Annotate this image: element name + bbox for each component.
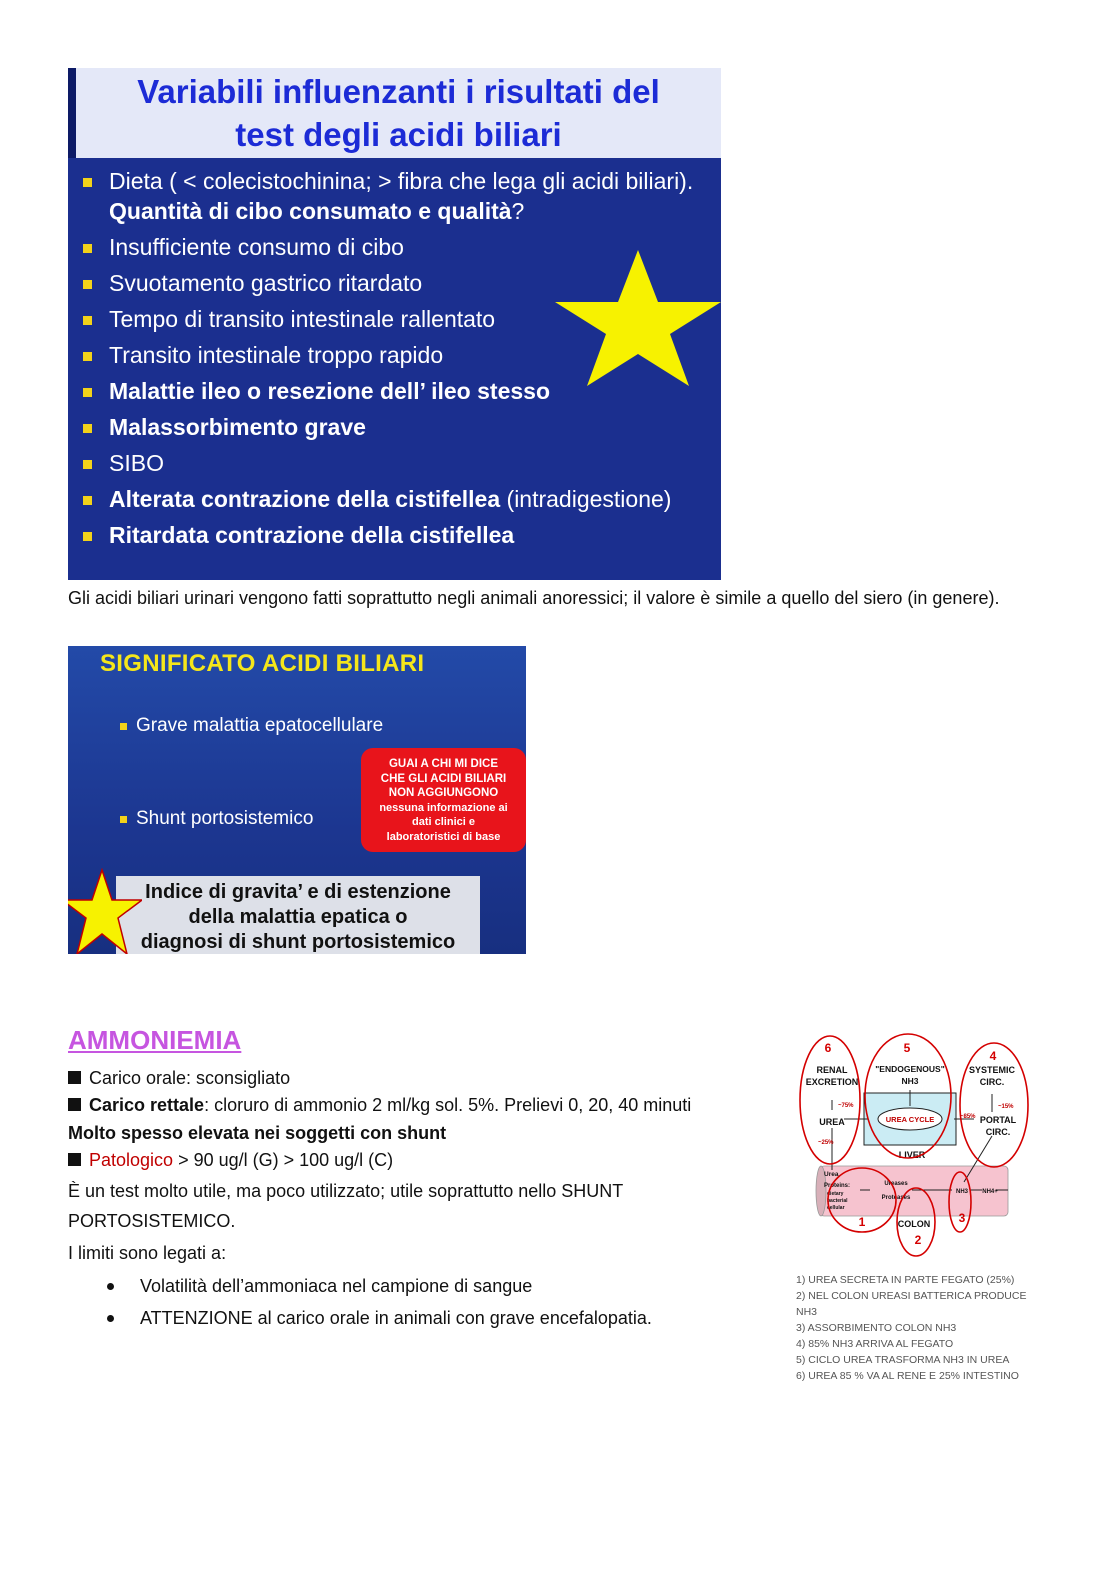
svg-text:2: 2 <box>914 1233 922 1247</box>
note-line: 1) UREA SECRETA IN PARTE FEGATO (25%) <box>796 1274 1015 1286</box>
shunt-note: Molto spesso elevata nei soggetti con shunt <box>68 1123 447 1143</box>
indice-line: diagnosi di shunt portosistemico <box>140 931 456 953</box>
note-line: 4) 85% NH3 ARRIVA AL FEGATO <box>796 1338 954 1350</box>
svg-text:4: 4 <box>989 1049 997 1063</box>
svg-text:bacterial: bacterial <box>827 1198 848 1204</box>
svg-text:dietary: dietary <box>827 1191 844 1197</box>
svg-text:"ENDOGENOUS": "ENDOGENOUS" <box>875 1064 945 1074</box>
svg-text:UREA: UREA <box>819 1117 845 1127</box>
indice-box <box>116 876 480 954</box>
alert-line: nessuna informazione ai <box>379 801 508 814</box>
diagram-notes <box>796 1272 1036 1384</box>
slide-significato <box>68 646 526 954</box>
note-line: 2) NEL COLON UREASI BATTERICA PRODUCE <box>796 1290 1027 1302</box>
svg-text:NH3: NH3 <box>955 1189 969 1195</box>
list-item: Dieta ( < colecistochinina; > fibra che lega gli acidi biliari). Quantità di cibo consumato e qualità? <box>68 166 708 226</box>
svg-text:NH4+: NH4+ <box>982 1189 998 1195</box>
list-item: Malassorbimento grave <box>68 412 708 442</box>
limiti-item: ATTENZIONE al carico orale in animali con grave encefalopatia. <box>140 1303 652 1333</box>
star-icon <box>68 868 142 954</box>
slide-title-line1: Variabili influenzanti i risultati del <box>137 73 660 110</box>
section-title-ammoniemia: AMMONIEMIA <box>68 1025 242 1055</box>
square-bullet-icon <box>68 1071 81 1084</box>
svg-text:~25%: ~25% <box>818 1140 834 1146</box>
list-item: Insufficiente consumo di cibo <box>68 232 708 262</box>
limiti-intro: I limiti sono legati a: <box>68 1243 227 1263</box>
slide2-item: Shunt portosistemico <box>118 807 313 831</box>
list-item: Alterata contrazione della cistifellea (intradigestione) <box>68 484 708 514</box>
indice-line: della malattia epatica o <box>188 906 408 928</box>
list-item: Svuotamento gastrico ritardato <box>68 268 708 298</box>
svg-text:RENAL: RENAL <box>816 1065 848 1075</box>
svg-text:EXCRETION: EXCRETION <box>805 1077 859 1087</box>
alert-line: dati clinici e <box>412 816 475 828</box>
alert-line: GUAI A CHI MI DICE <box>388 758 499 770</box>
slide-title-strip <box>68 68 76 158</box>
alert-box <box>361 748 526 852</box>
list-item: Tempo di transito intestinale rallentato <box>68 304 708 334</box>
slide-title <box>76 68 721 158</box>
svg-text:PORTAL: PORTAL <box>979 1115 1017 1125</box>
carico-orale-line: Carico orale: sconsigliato <box>68 1063 290 1093</box>
square-bullet-icon <box>68 1153 81 1166</box>
alert-line: CHE GLI ACIDI BILIARI <box>380 772 507 785</box>
alert-line: laboratoristici di base <box>386 830 501 843</box>
slide2-title: SIGNIFICATO ACIDI BILIARI <box>100 650 425 677</box>
svg-text:cellular: cellular <box>827 1205 845 1211</box>
svg-text:COLON: COLON <box>897 1219 931 1229</box>
svg-text:5: 5 <box>903 1041 911 1055</box>
note-line: 5) CICLO UREA TRASFORMA NH3 IN UREA <box>796 1354 1010 1366</box>
square-bullet-icon <box>68 1098 81 1111</box>
svg-text:Ureases: Ureases <box>884 1181 908 1187</box>
test-note: È un test molto utile, ma poco utilizzato; utile soprattutto nello SHUNT PORTOSISTEMICO. <box>68 1181 623 1231</box>
slide-title-line2: test degli acidi biliari <box>235 116 562 153</box>
note-line: NH3 <box>796 1306 818 1318</box>
bullet-icon <box>107 1315 114 1322</box>
note-line: 6) UREA 85 % VA AL RENE E 25% INTESTINO <box>796 1370 1019 1382</box>
note-line: 3) ASSORBIMENTO COLON NH3 <box>796 1322 957 1334</box>
list-item: SIBO <box>68 448 708 478</box>
indice-line: Indice di gravita’ e di estenzione <box>145 881 451 903</box>
svg-text:SYSTEMIC: SYSTEMIC <box>968 1065 1016 1075</box>
paragraph-acidi-urinari: Gli acidi biliari urinari vengono fatti soprattutto negli animali anoressici; il valore è simile a quello del siero (in genere). <box>68 588 1000 608</box>
svg-text:1: 1 <box>858 1215 866 1229</box>
svg-text:Urea: Urea <box>824 1171 839 1178</box>
svg-text:UREA CYCLE: UREA CYCLE <box>885 1115 935 1124</box>
list-item: Transito intestinale troppo rapido <box>68 340 708 370</box>
limiti-item: Volatilità dell’ammoniaca nel campione di sangue <box>140 1271 532 1301</box>
star-icon <box>553 248 721 388</box>
svg-text:3: 3 <box>958 1211 966 1225</box>
carico-rettale-line: Carico rettale: cloruro di ammonio 2 ml/kg sol. 5%. Prelievi 0, 20, 40 minuti <box>68 1090 691 1120</box>
svg-text:Proteases: Proteases <box>881 1195 911 1201</box>
alert-line: NON AGGIUNGONO <box>388 787 499 799</box>
bullet-icon <box>107 1283 114 1290</box>
svg-text:NH3: NH3 <box>901 1076 919 1086</box>
svg-text:~85%: ~85% <box>960 1114 976 1120</box>
list-item: Malattie ileo o resezione dell’ ileo stesso <box>68 376 708 406</box>
svg-text:CIRC.: CIRC. <box>985 1127 1011 1137</box>
svg-text:Proteins:: Proteins: <box>824 1183 851 1189</box>
svg-text:~75%: ~75% <box>838 1103 854 1109</box>
svg-text:CIRC.: CIRC. <box>979 1077 1005 1087</box>
svg-text:6: 6 <box>824 1041 832 1055</box>
list-item: Ritardata contrazione della cistifellea <box>68 520 708 550</box>
urea-cycle-diagram <box>794 1030 1030 1260</box>
svg-text:~15%: ~15% <box>998 1104 1014 1110</box>
gut-tube <box>816 1166 1008 1216</box>
patologico-line: Patologico > 90 ug/l (G) > 100 ug/l (C) <box>68 1145 393 1175</box>
slide-variabili <box>68 68 721 580</box>
svg-text:LIVER: LIVER <box>898 1150 926 1160</box>
slide2-item: Grave malattia epatocellulare <box>118 714 383 738</box>
